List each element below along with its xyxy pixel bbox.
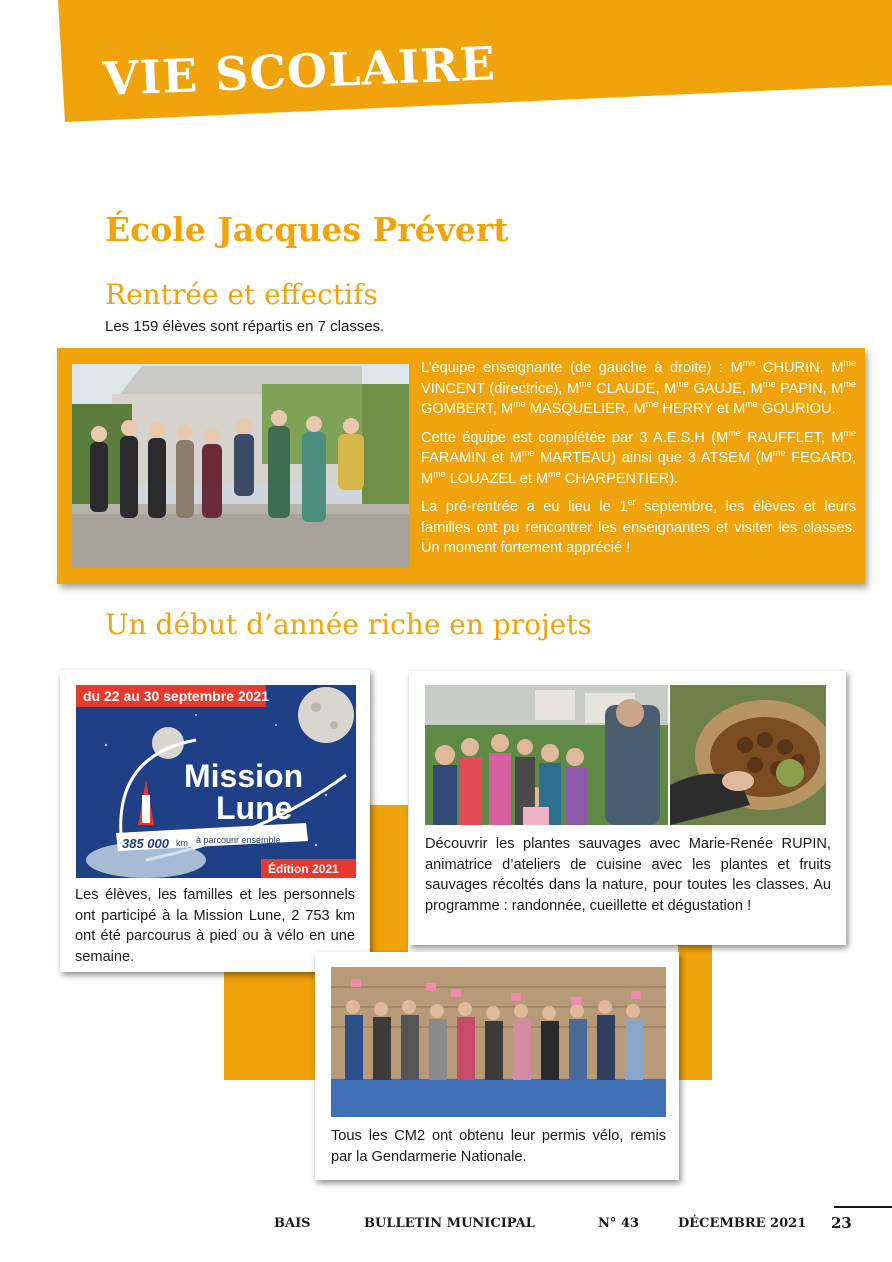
footer-issue: N° 43: [598, 1216, 639, 1231]
rentree-intro: Les 159 élèves sont répartis en 7 classes.: [105, 318, 385, 335]
mission-logo-line2: Lune: [216, 790, 293, 826]
team-text: [421, 358, 856, 567]
rentree-heading: Rentrée et effectifs: [105, 278, 378, 311]
footer-date: DÉCEMBRE 2021: [678, 1216, 807, 1231]
mission-date-banner: du 22 au 30 septembre 2021: [83, 688, 269, 704]
footer-town: BAIS: [274, 1216, 311, 1231]
permis-velo-photo: [331, 967, 666, 1117]
team-paragraph-2: Cette équipe est complétée par 3 A.E.S.H ($M^{me}$ RAUFFLET, $M^{me}$ FARAMIN et $M^{me}$ MARTEAU) ainsi que 3 ATSEM ($M^{me}$ FEGARD, $M^{me}$ LOUAZEL et $M^{me}$ CHARPENTIER).: [421, 427, 857, 487]
projets-heading: Un début d’année riche en projets: [105, 608, 592, 641]
mission-distance: 385 000: [122, 836, 169, 851]
plantes-caption: Découvrir les plantes sauvages avec Marie-Renée RUPIN, animatrice d’ateliers de cuisine avec les plantes et fruits sauvages récoltés dans la nature, pour toutes les classes. Au programme : randonnée, cueillette et dégustation !: [425, 836, 831, 914]
decor-block-2: [224, 965, 318, 1080]
footer-rule: [834, 1206, 892, 1208]
section-title: VIE SCOLAIRE: [101, 36, 497, 106]
mission-lune-caption: Les élèves, les familles et les personnels ont participé à la Mission Lune, 2 753 km ont été parcourus à pied ou à vélo en une semaine.: [75, 887, 355, 965]
decor-block-3: [678, 945, 712, 1080]
mission-logo-line1: Mission: [184, 758, 304, 794]
mission-distance-suffix: à parcourir ensemble: [196, 835, 281, 845]
school-title: École Jacques Prévert: [105, 210, 509, 249]
permis-velo-caption: Tous les CM2 ont obtenu leur permis vélo, remis par la Gendarmerie Nationale.: [331, 1128, 666, 1165]
team-paragraph-1: L’équipe enseignante (de gauche à droite) : $M^{me}$ CHURIN, $M^{me}$ VINCENT (directrice), $M^{me}$ CLAUDE, $M^{me}$ GAUJE, $M^{me}$ PAPIN, $M^{me}$ GOMBERT, $M^{me}$ MASQUELIER, $M^{me}$ HERRY et $M^{me}$ GOURIOU.: [421, 358, 856, 417]
footer-publication: BULLETIN MUNICIPAL: [364, 1216, 535, 1231]
mission-distance-unit: km: [176, 838, 188, 848]
mission-lune-poster: [76, 685, 356, 878]
plantes-photo-chestnuts: [670, 685, 826, 825]
plantes-photo-children: [425, 685, 668, 825]
team-paragraph-3: La pré-rentrée a eu lieu le 1er septembre, les élèves et leurs familles ont pu rencontrer les enseignantes et visiter les classes. Un moment fortement apprécié !: [421, 497, 857, 556]
footer-page-number: 23: [831, 1214, 852, 1232]
mission-edition: Édition 2021: [268, 862, 339, 876]
team-photo: [72, 364, 409, 568]
